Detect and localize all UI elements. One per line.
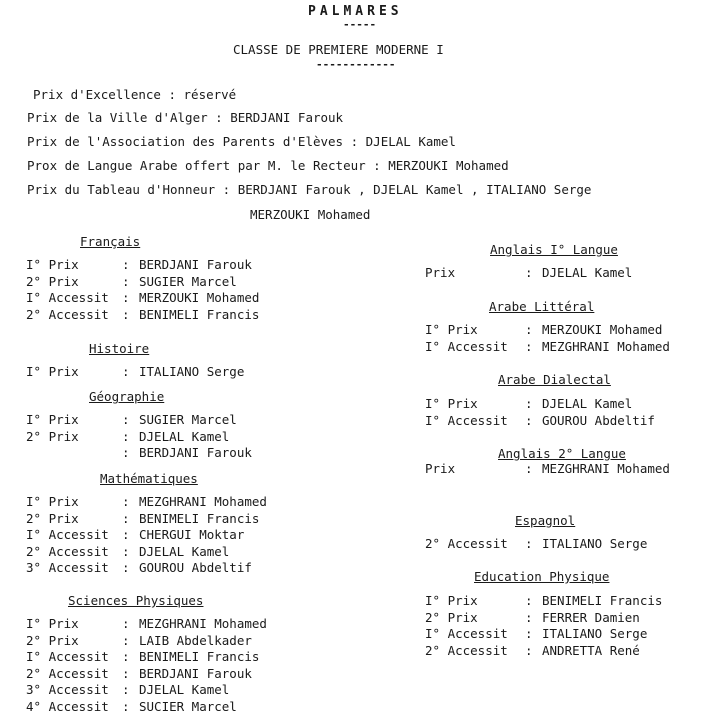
award-rank: I° Accessit [425,413,508,428]
laureate-name: FERRER Damien [542,609,640,625]
section-heading-anglais-2-langue: Anglais 2° Langue [498,446,626,461]
separator-colon: : [525,322,533,337]
award-row [26,682,229,698]
section-heading-histoire: Histoire [89,341,150,356]
award-rank: I° Accessit [26,649,109,664]
laureate-name: MEZGHRANI Mohamed [139,494,267,509]
section-heading-anglais-i-langue: Anglais I° Langue [490,242,618,257]
award-rank: I° Accessit [425,339,508,354]
laureate-name: SUGIER Marcel [139,273,237,289]
award-rank: 3° Accessit [26,682,109,697]
award-row [26,633,252,649]
laureate-name: MERZOUKI Mohamed [542,322,663,337]
separator-colon: : [122,543,130,559]
class-heading: CLASSE DE PREMIERE MODERNE I [233,42,444,57]
laureate-name: ANDRETTA René [542,642,640,658]
award-rank: I° Prix [26,412,79,427]
separator-colon: : [122,649,130,664]
separator-colon: : [122,290,130,305]
laureate-name: BERDJANI Farouk [139,665,252,681]
laureate-name: GOUROU Abdeltif [139,560,252,575]
laureate-name: ITALIANO Serge [139,364,245,379]
award-row [26,527,244,543]
separator-colon: : [122,364,130,379]
title-rule: ----- [343,18,377,31]
award-rank: I° Accessit [26,527,109,542]
separator-colon: : [525,396,533,411]
separator-colon: : [122,445,130,460]
separator-colon: : [122,428,130,444]
award-rank: 2° Prix [26,632,79,648]
award-rank: 2° Accessit [26,543,109,559]
laureate-name: MEZGHRANI Mohamed [542,461,670,476]
separator-colon: : [122,494,130,509]
laureate-name: ITALIANO Serge [542,536,648,551]
award-row [26,257,252,273]
laureate-name: SUGIER Marcel [139,412,237,427]
laureate-name: BENIMELI Francis [139,649,260,664]
award-rank: I° Prix [26,616,79,631]
award-row [425,643,640,659]
award-row [425,339,670,355]
award-row [26,649,259,665]
section-heading-sciences-physiques: Sciences Physiques [68,593,204,608]
section-heading-education-physique: Education Physique [474,569,610,584]
separator-colon: : [122,616,130,631]
award-row [26,307,259,323]
class-rule: ------------ [316,58,396,71]
prize-ville-alger: Prix de la Ville d'Alger : BERDJANI Farouk [27,110,344,125]
award-rank: I° Prix [425,322,478,337]
award-rank: 2° Accessit [26,306,109,322]
award-rank: I° Prix [26,257,79,272]
separator-colon: : [122,273,130,289]
laureate-name: BENIMELI Francis [139,510,260,526]
laureate-name: BERDJANI Farouk [139,257,252,272]
separator-colon: : [525,461,533,476]
section-heading-geographie: Géographie [89,389,165,404]
separator-colon: : [122,257,130,272]
laureate-name: LAIB Abdelkader [139,632,252,648]
separator-colon: : [122,412,130,427]
award-row [26,544,229,560]
section-heading-mathematiques: Mathématiques [100,471,198,486]
award-rank: 2° Prix [425,609,478,625]
separator-colon: : [525,413,533,428]
award-rank: Prix [425,461,456,476]
separator-colon: : [525,536,533,551]
separator-colon: : [122,527,130,542]
award-rank: 2° Accessit [425,536,508,551]
section-heading-francais: Français [80,234,141,249]
award-rank: 3° Accessit [26,560,109,575]
laureate-name: DJELAL Kamel [542,265,633,280]
separator-colon: : [525,626,533,641]
award-row [26,699,237,715]
award-row [425,610,640,626]
award-row [425,461,670,477]
award-rank: 4° Accessit [26,698,109,714]
award-rank: I° Accessit [26,290,109,305]
award-row [425,322,662,338]
laureate-name: BENIMELI Francis [139,306,260,322]
award-row [425,536,647,552]
laureate-name: GOUROU Abdeltif [542,413,655,428]
award-rank: 2° Prix [26,510,79,526]
award-rank: I° Accessit [425,626,508,641]
award-row [425,626,647,642]
laureate-name: ITALIANO Serge [542,626,648,641]
award-row [425,396,632,412]
laureate-name: DJELAL Kamel [139,428,230,444]
award-row [26,666,252,682]
award-row [26,616,267,632]
prize-tableau-honneur: Prix du Tableau d'Honneur : BERDJANI Farouk , DJELAL Kamel , ITALIANO Serge [27,182,592,197]
separator-colon: : [525,609,533,625]
separator-colon: : [122,306,130,322]
separator-colon: : [525,593,533,608]
award-rank: Prix [425,265,456,280]
page-title: PALMARES [308,4,403,19]
separator-colon: : [525,642,533,658]
prize-excellence: Prix d'Excellence : réservé [33,87,237,102]
separator-colon: : [122,632,130,648]
award-row [26,274,237,290]
prize-parents-association: Prix de l'Association des Parents d'Elèves : DJELAL Kamel [27,134,456,149]
laureate-name: MERZOUKI Mohamed [139,290,260,305]
prize-tableau-honneur-continued: MERZOUKI Mohamed [250,207,371,222]
separator-colon: : [525,339,533,354]
laureate-name: DJELAL Kamel [139,682,230,697]
award-row [26,560,252,576]
award-row [26,364,244,380]
award-rank: 2° Prix [26,273,79,289]
laureate-name: MEZGHRANI Mohamed [139,616,267,631]
separator-colon: : [122,682,130,697]
laureate-name: BENIMELI Francis [542,593,663,608]
award-row [26,290,259,306]
laureate-name: DJELAL Kamel [139,543,230,559]
separator-colon: : [122,665,130,681]
award-rank: I° Prix [26,364,79,379]
section-heading-arabe-litteral: Arabe Littéral [489,299,595,314]
award-row [26,412,237,428]
award-row [26,445,252,461]
laureate-name: CHERGUI Moktar [139,527,245,542]
award-row [425,413,655,429]
laureate-name: BERDJANI Farouk [139,445,252,460]
award-rank: I° Prix [425,396,478,411]
award-rank: 2° Accessit [425,642,508,658]
separator-colon: : [122,560,130,575]
separator-colon: : [122,510,130,526]
laureate-name: MEZGHRANI Mohamed [542,339,670,354]
award-rank: 2° Prix [26,428,79,444]
award-rank: I° Prix [425,593,478,608]
award-row [425,593,662,609]
award-row [26,494,267,510]
award-row [26,511,259,527]
award-row [425,265,632,281]
section-heading-arabe-dialectal: Arabe Dialectal [498,372,611,387]
laureate-name: SUCIER Marcel [139,698,237,714]
award-rank: I° Prix [26,494,79,509]
award-row [26,429,229,445]
separator-colon: : [525,265,533,280]
section-heading-espagnol: Espagnol [515,513,576,528]
prize-langue-arabe: Prox de Langue Arabe offert par M. le Recteur : MERZOUKI Mohamed [27,158,509,173]
separator-colon: : [122,698,130,714]
laureate-name: DJELAL Kamel [542,396,633,411]
award-rank: 2° Accessit [26,665,109,681]
